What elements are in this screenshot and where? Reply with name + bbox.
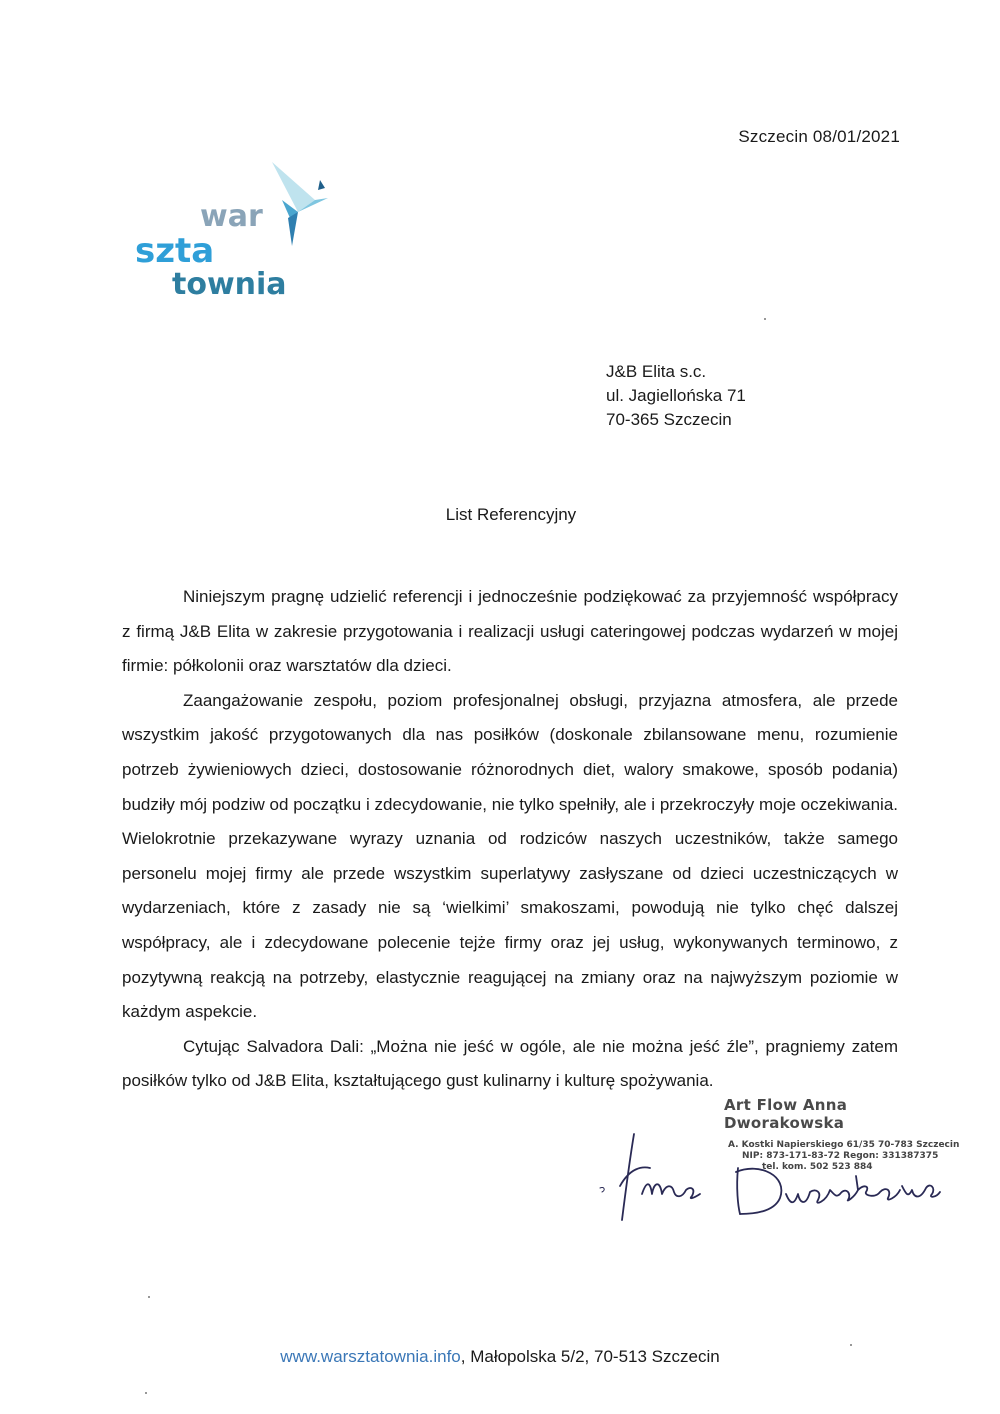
stamp-tax-ids: NIP: 873-171-83-72 Regon: 331387375 <box>742 1151 939 1161</box>
body-paragraph: Niniejszym pragnę udzielić referencji i jednocześnie podziękować za przyjemność współpracy z firmą J&B Elita w zakresie przygotowania i realizacji usługi cateringowej podczas wydarzeń w mojej firmie: półkolonii oraz warsztatów dla dzieci. <box>122 587 898 676</box>
stamp-address: A. Kostki Napierskiego 61/35 70-783 Szczecin <box>728 1140 960 1150</box>
letter-subject: List Referencyjny <box>445 505 577 524</box>
paper-plane-icon <box>270 160 330 250</box>
website-link[interactable]: www.warsztatownia.info <box>280 1347 461 1366</box>
letter-footer <box>0 1347 1000 1367</box>
letter-body <box>122 580 898 1099</box>
recipient-city: 70-365 Szczecin <box>606 410 732 429</box>
body-paragraph: Zaangażowanie zespołu, poziom profesjonalnej obsługi, przyjazna atmosfera, ale przede wszystkim jakość przygotowanych dla nas posiłków (doskonale zbilansowane menu, rozumienie potrzeb żywieniowych dzieci, dostosowanie różnorodnych diet, walory smakowe, sposób podania) budziły mój podziw od początku i zdecydowanie, nie tylko spełniły, ale i przekroczyły moje oczekiwania. Wielokrotnie przekazywane wyrazy uznania od rodziców naszych uczestników, także samego personelu mojej firmy ale przede wszystkim superlatywy zasłyszane od dzieci uczestniczących w wydarzeniach, które z zasady nie są ‘wielkimi’ smakoszami, powodują nie tylko chęć dalszej współpracy, ale i zdecydowane polecenie tejże firmy oraz jej usług, wykonywanych terminowo, z pozytywną reakcją na potrzeby, elastycznie reagującej na zmiany oraz na najwyższym poziomie w każdym aspekcie. <box>122 690 898 1022</box>
warsztatownia-logo <box>130 160 350 310</box>
paper-speck <box>764 318 766 320</box>
logo-text-line1: war <box>200 199 263 234</box>
handwritten-signature <box>590 1128 960 1228</box>
logo-text-line3: townia <box>172 267 287 302</box>
logo-text-line2: szta <box>135 231 215 271</box>
stamp-title: Art Flow Anna Dworakowska <box>724 1096 848 1132</box>
letter-date: Szczecin 08/01/2021 <box>738 127 900 146</box>
paper-speck <box>148 1296 150 1298</box>
paper-speck <box>850 1344 852 1346</box>
recipient-street: ul. Jagiellońska 71 <box>606 386 746 405</box>
paper-speck <box>145 1392 147 1394</box>
footer-address: , Małopolska 5/2, 70-513 Szczecin <box>460 1347 720 1366</box>
recipient-address <box>606 360 746 432</box>
recipient-name: J&B Elita s.c. <box>606 362 707 381</box>
stamp-phone: tel. kom. 502 523 884 <box>762 1162 873 1172</box>
body-paragraph: Cytując Salvadora Dali: „Można nie jeść w ogóle, ale nie można jeść źle”, pragniemy zatem posiłków tylko od J&B Elita, kształtującego gust kulinarny i kulturę spożywania. <box>122 1036 898 1091</box>
